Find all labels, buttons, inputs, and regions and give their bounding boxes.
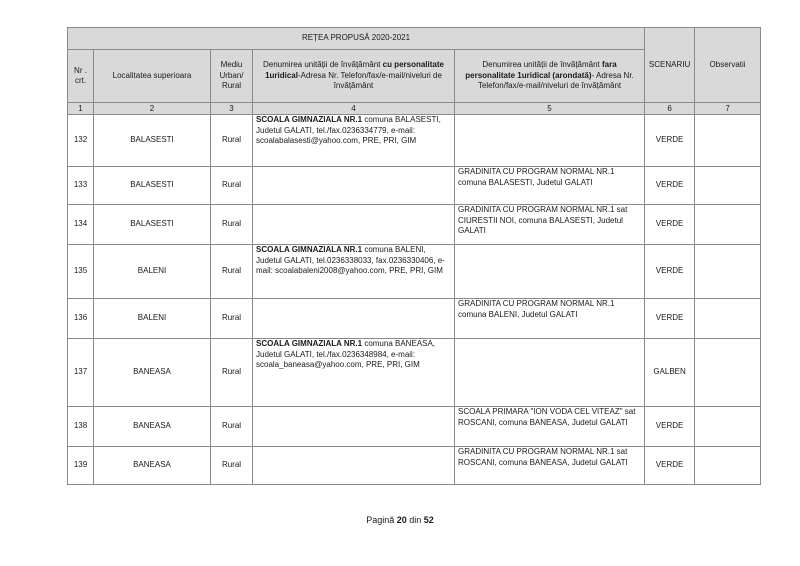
table-row bbox=[68, 299, 761, 339]
footer-of: din bbox=[409, 515, 422, 525]
cell-mediu: Rural bbox=[211, 447, 253, 485]
cell-observatii bbox=[695, 447, 761, 485]
cell-mediu: Rural bbox=[211, 299, 253, 339]
table-row bbox=[68, 205, 761, 245]
cell-scenariu: VERDE bbox=[645, 299, 695, 339]
cell-localitate: BALASESTI bbox=[94, 115, 211, 167]
cell-mediu: Rural bbox=[211, 245, 253, 299]
header-fara-prefix: Denumirea unității de învățământ bbox=[482, 60, 602, 70]
cell-fara-pj: GRADINITA CU PROGRAM NORMAL NR.1 sat ROSCANI, comuna BANEASA, Judetul GALATI bbox=[455, 447, 645, 485]
cell-scenariu: VERDE bbox=[645, 167, 695, 205]
footer-page-number: 20 bbox=[396, 515, 407, 525]
cell-localitate: BANEASA bbox=[94, 339, 211, 407]
header-fara-rest: - Adresa Nr. Telefon/fax/e-mail/niveluri de învățământ bbox=[477, 70, 634, 91]
cell-scenariu: VERDE bbox=[645, 115, 695, 167]
header-nr-crt: Nr . crt. bbox=[68, 50, 94, 103]
table-row bbox=[68, 447, 761, 485]
cell-mediu: Rural bbox=[211, 115, 253, 167]
cell-localitate: BALENI bbox=[94, 299, 211, 339]
footer-total-pages: 52 bbox=[423, 515, 434, 525]
cell-cu-pj bbox=[253, 407, 455, 447]
cell-mediu: Rural bbox=[211, 407, 253, 447]
column-number: 5 bbox=[455, 103, 645, 115]
header-cu-rest: -Adresa Nr. Telefon/fax/e-mail/niveluri de învățământ bbox=[297, 70, 442, 91]
cell-mediu: Rural bbox=[211, 205, 253, 245]
cell-scenariu: VERDE bbox=[645, 245, 695, 299]
cell-cu-pj bbox=[253, 115, 455, 167]
page-footer bbox=[0, 515, 800, 525]
cell-observatii bbox=[695, 205, 761, 245]
table-row bbox=[68, 245, 761, 299]
cell-fara-pj: GRADINITA CU PROGRAM NORMAL NR.1 sat CIURESTII NOI, comuna BALASESTI, Judetul GALATI bbox=[455, 205, 645, 245]
header-cu-prefix: Denumirea unității de învățământ bbox=[263, 60, 383, 70]
cell-nr: 138 bbox=[68, 407, 94, 447]
cell-cu-pj bbox=[253, 447, 455, 485]
cell-mediu: Rural bbox=[211, 339, 253, 407]
header-fara-personalitate bbox=[455, 50, 645, 103]
cell-localitate: BANEASA bbox=[94, 447, 211, 485]
cell-scenariu: VERDE bbox=[645, 205, 695, 245]
column-number-row bbox=[68, 103, 761, 115]
cell-observatii bbox=[695, 167, 761, 205]
cell-observatii bbox=[695, 299, 761, 339]
cell-localitate: BANEASA bbox=[94, 407, 211, 447]
cell-fara-pj: GRADINITA CU PROGRAM NORMAL NR.1 comuna BALASESTI, Judetul GALATI bbox=[455, 167, 645, 205]
school-name: SCOALA GIMNAZIALA NR.1 bbox=[256, 245, 363, 254]
cell-cu-pj bbox=[253, 167, 455, 205]
cell-nr: 137 bbox=[68, 339, 94, 407]
header-observatii: Observatii bbox=[695, 28, 761, 103]
school-name: SCOALA GIMNAZIALA NR.1 bbox=[256, 115, 363, 124]
cell-fara-pj bbox=[455, 115, 645, 167]
cell-fara-pj bbox=[455, 245, 645, 299]
header-localitatea: Localitatea superioara bbox=[94, 50, 211, 103]
column-number: 2 bbox=[94, 103, 211, 115]
cell-nr: 134 bbox=[68, 205, 94, 245]
cell-observatii bbox=[695, 339, 761, 407]
header-cu-personalitate bbox=[253, 50, 455, 103]
cell-localitate: BALENI bbox=[94, 245, 211, 299]
school-details: comuna BALASESTI, Judetul GALATI, tel./fax.0236334779, e-mail: scoalabalasesti@yahoo.com, PRE, PRI, GIM bbox=[256, 115, 441, 145]
column-number: 6 bbox=[645, 103, 695, 115]
cell-observatii bbox=[695, 245, 761, 299]
column-number: 4 bbox=[253, 103, 455, 115]
cell-fara-pj: GRADINITA CU PROGRAM NORMAL NR.1 comuna BALENI, Judetul GALATI bbox=[455, 299, 645, 339]
table-row bbox=[68, 339, 761, 407]
table-row bbox=[68, 167, 761, 205]
table-title: REȚEA PROPUSĂ 2020-2021 bbox=[68, 28, 645, 50]
schools-network-table bbox=[67, 27, 761, 485]
school-details: comuna BALENI, Judetul GALATI, tel.0236338033, fax.0236330406, e-mail: scoalabaleni2008@yahoo.com, PRE, PRI, GIM bbox=[256, 245, 445, 275]
cell-localitate: BALASESTI bbox=[94, 167, 211, 205]
cell-nr: 139 bbox=[68, 447, 94, 485]
cell-nr: 133 bbox=[68, 167, 94, 205]
cell-nr: 135 bbox=[68, 245, 94, 299]
cell-fara-pj bbox=[455, 339, 645, 407]
cell-cu-pj bbox=[253, 205, 455, 245]
cell-fara-pj: SCOALA PRIMARA "ION VODA CEL VITEAZ" sat ROSCANI, comuna BANEASA, Judetul GALATI bbox=[455, 407, 645, 447]
cell-scenariu: VERDE bbox=[645, 407, 695, 447]
column-number: 3 bbox=[211, 103, 253, 115]
header-fara-bold: fara personalitate 1uridical (arondată) bbox=[465, 60, 617, 80]
column-number: 1 bbox=[68, 103, 94, 115]
cell-cu-pj bbox=[253, 245, 455, 299]
cell-cu-pj bbox=[253, 299, 455, 339]
cell-scenariu: VERDE bbox=[645, 447, 695, 485]
table-row bbox=[68, 115, 761, 167]
cell-scenariu: GALBEN bbox=[645, 339, 695, 407]
header-cu-bold: cu personalitate 1uridical bbox=[265, 60, 444, 80]
cell-observatii bbox=[695, 115, 761, 167]
column-number: 7 bbox=[695, 103, 761, 115]
school-name: SCOALA GIMNAZIALA NR.1 bbox=[256, 339, 363, 348]
cell-cu-pj bbox=[253, 339, 455, 407]
cell-observatii bbox=[695, 407, 761, 447]
cell-mediu: Rural bbox=[211, 167, 253, 205]
header-scenariu: SCENARIU bbox=[645, 28, 695, 103]
header-mediu: Mediu Urban/ Rural bbox=[211, 50, 253, 103]
table-row bbox=[68, 407, 761, 447]
cell-localitate: BALASESTI bbox=[94, 205, 211, 245]
cell-nr: 132 bbox=[68, 115, 94, 167]
footer-label: Pagină bbox=[366, 515, 395, 525]
cell-nr: 136 bbox=[68, 299, 94, 339]
school-details: comuna BANEASA, Judetul GALATI, tel./fax.0236348984, e-mail: scoala_baneasa@yahoo.com, PRE, PRI, GIM bbox=[256, 339, 436, 369]
